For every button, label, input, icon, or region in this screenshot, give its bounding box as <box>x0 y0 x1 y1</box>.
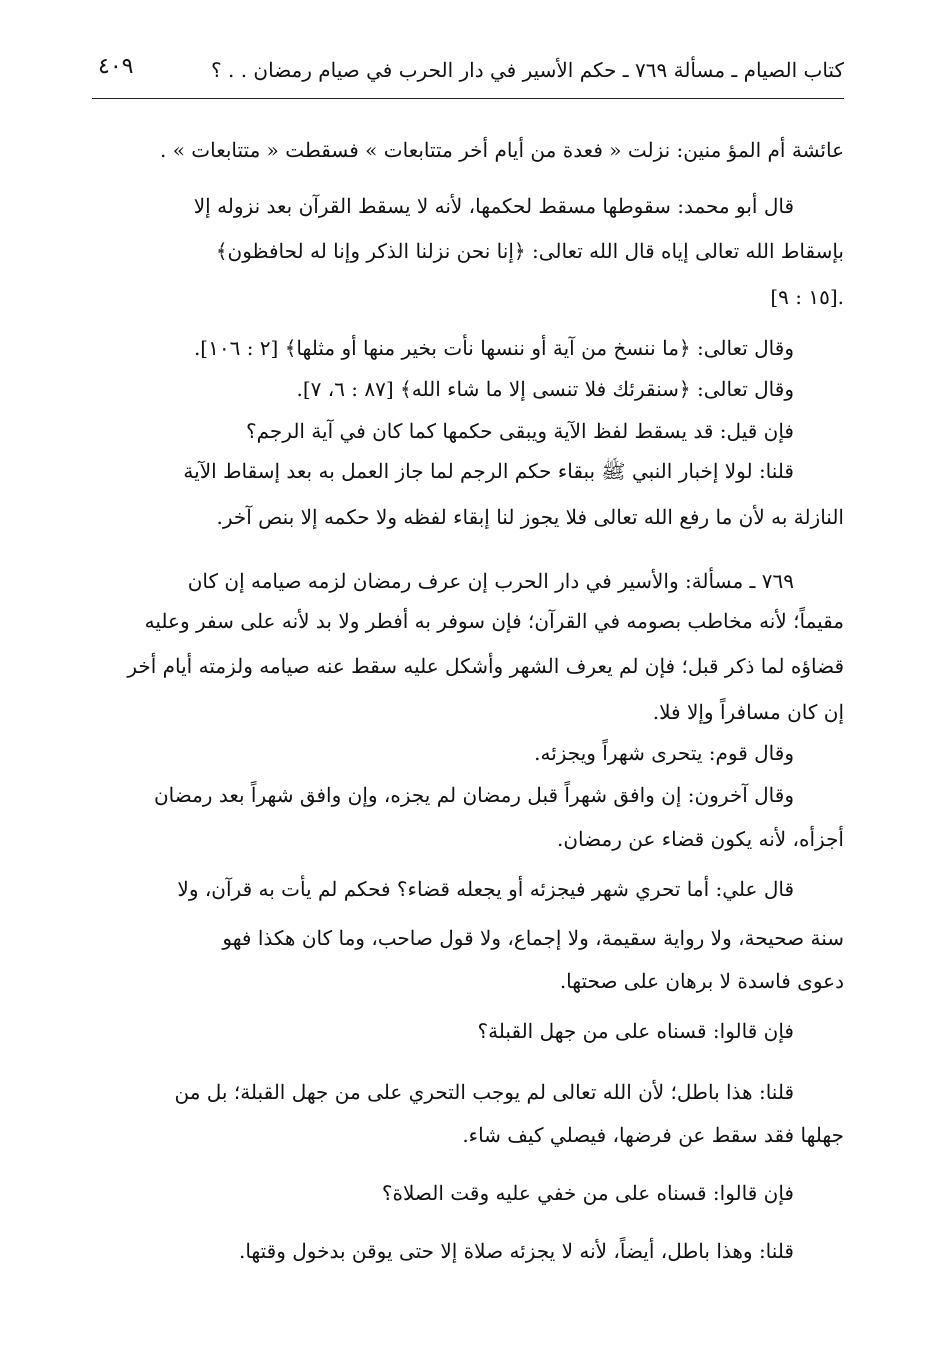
text-line: قضاؤه لما ذكر قبل؛ فإن لم يعرف الشهر وأشكل عليه سقط عنه صيامه ولزمته أيام أخر <box>127 654 844 678</box>
text-line: سنة صحيحة، ولا رواية سقيمة، ولا إجماع، ولا قول صاحب، وما كان هكذا فهو <box>222 926 844 950</box>
header-title: كتاب الصيام ـ مسألة ٧٦٩ ـ حكم الأسير في دار الحرب في صيام رمضان . . ؟ <box>211 58 844 82</box>
text-line: إن كان مسافراً وإلا فلا. <box>652 700 844 724</box>
text-line: أجزأه، لأنه يكون قضاء عن رمضان. <box>557 827 844 851</box>
text-line: جهلها فقد سقط عن فرضها، فيصلي كيف شاء. <box>462 1123 844 1147</box>
text-line: قال علي: أما تحري شهر فيجزئه أو يجعله قضاء؟ فحكم لم يأت به قرآن، ولا <box>177 877 794 901</box>
text-line: بإسقاط الله تعالى إياه قال الله تعالى: ﴿إنا نحن نزلنا الذكر وإنا له لحافظون﴾ <box>215 239 844 263</box>
text-line: وقال تعالى: ﴿سنقرئك فلا تنسى إلا ما شاء الله﴾ [٨٧ : ٦، ٧]. <box>296 377 794 401</box>
text-line: قلنا: لولا إخبار النبي ﷺ ببقاء حكم الرجم لما جاز العمل به بعد إسقاط الآية <box>183 459 794 483</box>
text-line: فإن قالوا: قسناه على من جهل القبلة؟ <box>477 1019 794 1043</box>
text-line: قال أبو محمد: سقوطها مسقط لحكمها، لأنه لا يسقط القرآن بعد نزوله إلا <box>193 194 794 218</box>
text-line: عائشة أم المؤ منين: نزلت « فعدة من أيام أخر متتابعات » فسقطت « متتابعات » . <box>159 138 844 162</box>
text-line: قلنا: هذا باطل؛ لأن الله تعالى لم يوجب التحري على من جهل القبلة؛ بل من <box>174 1080 794 1104</box>
header-rule <box>92 98 844 99</box>
text-line: وقال تعالى: ﴿ما ننسخ من آية أو ننسها نأت بخير منها أو مثلها﴾ [٢ : ١٠٦]. <box>193 336 794 360</box>
text-line: .[١٥ : ٩] <box>770 285 844 309</box>
text-line: فإن قيل: قد يسقط لفظ الآية ويبقى حكمها كما كان في آية الرجم؟ <box>246 419 794 443</box>
page-number: ٤٠٩ <box>98 54 134 79</box>
text-line: وقال قوم: يتحرى شهراً ويجزئه. <box>534 741 794 765</box>
text-line: النازلة به لأن ما رفع الله تعالى فلا يجوز لنا إبقاء لفظه ولا حكمه إلا بنص آخر. <box>216 505 844 529</box>
running-header <box>92 52 844 92</box>
text-line: مقيماً؛ لأنه مخاطب بصومه في القرآن؛ فإن سوفر به أفطر ولا بد لأنه على سفر وعليه <box>144 609 844 633</box>
text-line: دعوى فاسدة لا برهان على صحتها. <box>559 969 844 993</box>
text-line: وقال آخرون: إن وافق شهراً قبل رمضان لم يجزه، وإن وافق شهراً بعد رمضان <box>153 783 794 807</box>
text-line: قلنا: وهذا باطل، أيضاً، لأنه لا يجزئه صلاة إلا حتى يوقن بدخول وقتها. <box>238 1239 794 1263</box>
text-line: ٧٦٩ ـ مسألة: والأسير في دار الحرب إن عرف رمضان لزمه صيامه إن كان <box>187 569 794 593</box>
text-line: فإن قالوا: قسناه على من خفي عليه وقت الصلاة؟ <box>381 1181 794 1205</box>
